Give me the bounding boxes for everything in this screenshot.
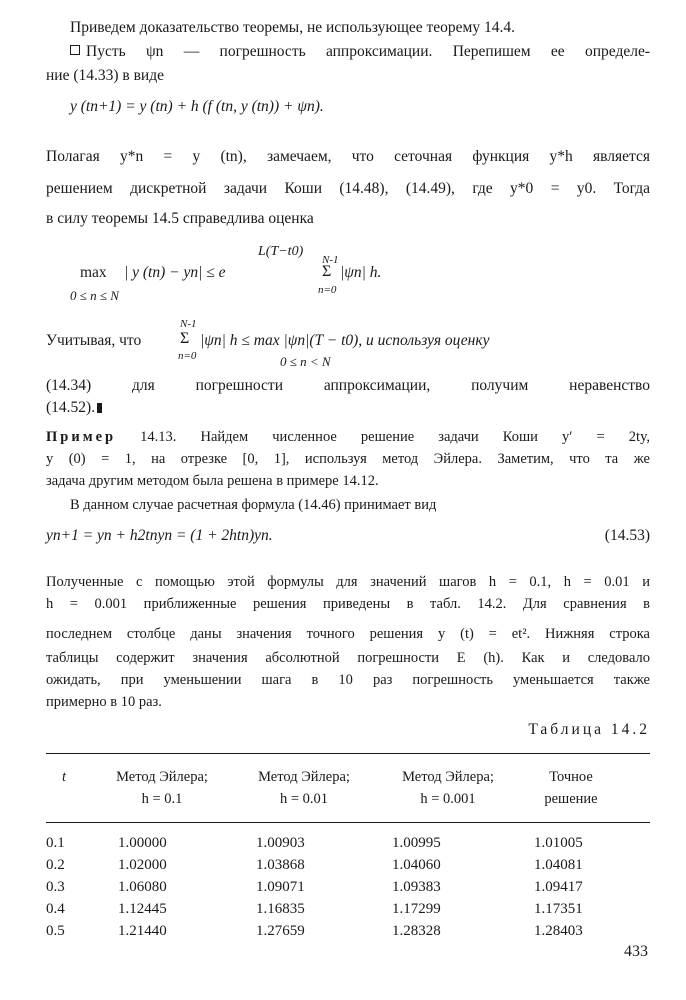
estimate-exponent: L(T−t0) [258,244,304,259]
page-number: 433 [624,943,648,960]
example-line-3: задача другим методом была решена в примере 14.12. [46,473,379,489]
cell-euler-0-001: 1.04060 [392,857,441,873]
proof-line-1: Пусть ψn — погрешность аппроксимации. Перепишем ее определе- [70,41,650,62]
table-header-rule [46,822,650,823]
para3-sum-sign-icon: Σ [180,330,190,347]
cell-euler-0-01: 1.00903 [256,835,305,851]
cell-euler-0-01: 1.03868 [256,857,305,873]
cell-euler-0-001: 1.17299 [392,901,441,917]
equation-2: yn+1 = yn + h2tnyn = (1 + 2htn)yn. [46,527,273,544]
estimate-tail: |ψn| h. [340,264,382,281]
cell-exact: 1.01005 [534,835,583,851]
para4-line-3: последнем столбце даны значения точного решения y (t) = et². Нижняя строка [46,626,650,642]
cell-t: 0.5 [46,923,65,939]
para4-line-2: h = 0.001 приближенные решения приведены в табл. 14.2. Для сравнения в [46,596,650,612]
sum-sign-icon: Σ [322,263,332,280]
cell-euler-0-1: 1.00000 [118,835,167,851]
cell-t: 0.3 [46,879,65,895]
estimate-max-sub: 0 ≤ n ≤ N [70,288,119,303]
header-euler-0-001: Метод Эйлера; h = 0.001 [402,769,494,807]
estimate-body: | y (tn) − yn| ≤ e [124,264,226,281]
table-top-rule [46,753,650,754]
cell-t: 0.4 [46,901,65,917]
qed-square-icon [97,403,102,413]
cell-euler-0-1: 1.02000 [118,857,167,873]
header-t: t [61,769,67,785]
cell-exact: 1.17351 [534,901,583,917]
para4-line-6: примерно в 10 раз. [46,694,162,710]
example-line-1: Пример 14.13. Найдем численное решение задачи Коши y′ = 2ty, [46,429,650,445]
para3-line1-b: |ψn| h ≤ max |ψn|(T − t0), и используя оценку [200,332,490,349]
para3-max-sub: 0 ≤ n < N [280,354,331,369]
para4-line-5: ожидать, при уменьшении шага в 10 раз погрешность уменьшается также [46,672,650,688]
proof-line-2: ние (14.33) в виде [46,67,164,84]
estimate-sum-top: N-1 [322,254,339,266]
cell-t: 0.1 [46,835,65,851]
cell-exact: 1.04081 [534,857,583,873]
header-exact: Точное решение [544,769,598,807]
cell-euler-0-01: 1.16835 [256,901,305,917]
para2-line-2: решением дискретной задачи Коши (14.48), (14.49), где y*0 = y0. Тогда [46,180,650,197]
cell-exact: 1.28403 [534,923,583,939]
proof-start-square-icon [70,45,80,55]
intro-line: Приведем доказательство теоремы, не использующее теорему 14.4. [70,19,515,36]
para2-line-3: в силу теоремы 14.5 справедлива оценка [46,210,314,227]
table-caption: Таблица 14.2 [528,721,650,738]
cell-euler-0-001: 1.09383 [392,879,441,895]
para3-sum-top: N-1 [180,318,197,330]
header-euler-0-1: Метод Эйлера; h = 0.1 [116,769,208,807]
cell-euler-0-1: 1.12445 [118,901,167,917]
cell-euler-0-01: 1.09071 [256,879,305,895]
para4-line-4: таблицы содержит значения абсолютной погрешности E (h). Как и следовало [46,650,650,666]
para4-line-1: Полученные с помощью этой формулы для значений шагов h = 0.1, h = 0.01 и [46,574,650,590]
example-line-4: В данном случае расчетная формула (14.46) принимает вид [70,497,437,513]
cell-euler-0-001: 1.28328 [392,923,441,939]
equation-2-number: (14.53) [604,527,650,544]
example-line-2: y (0) = 1, на отрезке [0, 1], используя метод Эйлера. Заметим, что та же [46,451,650,467]
cell-euler-0-001: 1.00995 [392,835,441,851]
header-euler-0-01: Метод Эйлера; h = 0.01 [258,769,350,807]
para2-line-1: Полагая y*n = y (tn), замечаем, что сеточная функция y*h является [46,148,650,165]
cell-t: 0.2 [46,857,65,873]
estimate-max: max [80,264,107,281]
cell-euler-0-1: 1.21440 [118,923,167,939]
equation-1: y (tn+1) = y (tn) + h (f (tn, y (tn)) + ψn). [70,98,324,115]
cell-euler-0-01: 1.27659 [256,923,305,939]
estimate-sum-bottom: n=0 [318,284,337,296]
cell-euler-0-1: 1.06080 [118,879,167,895]
para3-line-3: (14.52). [46,397,650,418]
para3-line-2: (14.34) для погрешности аппроксимации, получим неравенство [46,377,650,394]
para3-sum-bottom: n=0 [178,350,197,362]
cell-exact: 1.09417 [534,879,583,895]
para3-line1-a: Учитывая, что [46,332,142,349]
